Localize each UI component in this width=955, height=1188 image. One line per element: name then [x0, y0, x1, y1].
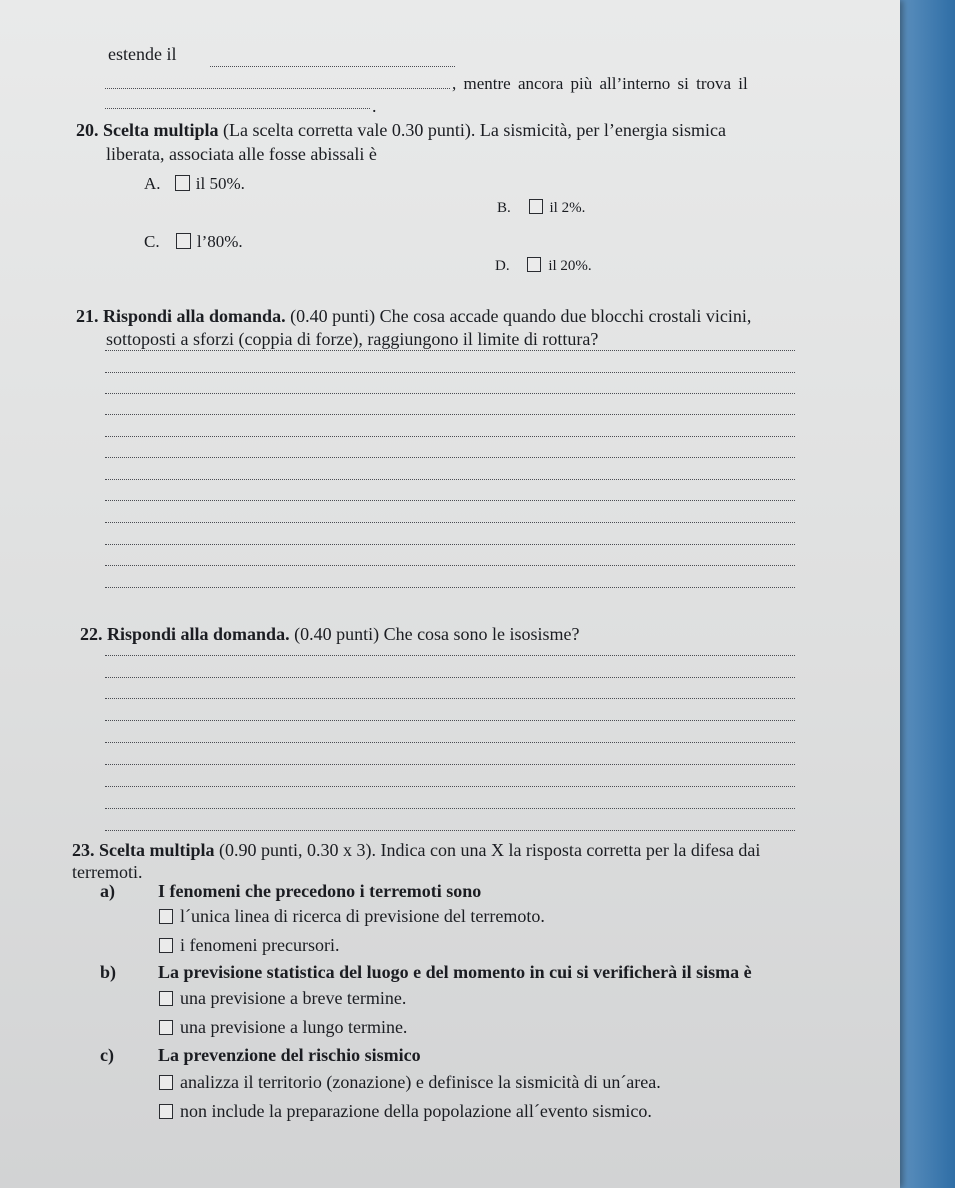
q21-text-2: sottoposti a sforzi (coppia di forze), raggiungono il limite di rottura? — [106, 329, 599, 349]
q21-answer-line[interactable] — [105, 544, 795, 545]
q23-item-b-option-2[interactable] — [159, 1017, 407, 1037]
q23-item-b-title: La previsione statistica del luogo e del momento in cui si verificherà il sisma è — [158, 962, 752, 982]
q21-answer-line[interactable] — [105, 479, 795, 480]
checkbox[interactable] — [176, 233, 191, 249]
q23-text-1: (0.90 punti, 0.30 x 3). Indica con una X la risposta corretta per la difesa dai — [219, 840, 761, 860]
q23-item-a-option-1[interactable] — [159, 906, 545, 926]
option-text: analizza il territorio (zonazione) e definisce la sismicità di un´area. — [180, 1072, 661, 1092]
q23-item-a-letter: a) — [100, 881, 115, 901]
q22-label: 22. Rispondi alla domanda. — [80, 624, 290, 644]
q22-answer-line[interactable] — [105, 786, 795, 787]
q22-answer-line[interactable] — [105, 655, 795, 656]
option-text: l´unica linea di ricerca di previsione del terremoto. — [180, 906, 545, 926]
q21-answer-line[interactable] — [105, 457, 795, 458]
q23-item-c-option-1[interactable] — [159, 1072, 661, 1092]
q19-text-end: . — [372, 96, 377, 116]
q22-answer-line[interactable] — [105, 764, 795, 765]
q22-question — [80, 624, 580, 644]
option-letter: D. — [495, 258, 510, 274]
checkbox[interactable] — [175, 175, 190, 191]
option-text: il 2%. — [549, 200, 586, 216]
q21-text-1: (0.40 punti) Che cosa accade quando due blocchi crostali vicini, — [290, 306, 752, 326]
q21-label: 21. Rispondi alla domanda. — [76, 306, 286, 326]
q22-answer-line[interactable] — [105, 677, 795, 678]
q22-answer-line[interactable] — [105, 830, 795, 831]
option-letter: B. — [497, 200, 511, 216]
q22-answer-line[interactable] — [105, 698, 795, 699]
checkbox[interactable] — [159, 1075, 173, 1090]
q20-text-2: liberata, associata alle fosse abissali è — [106, 144, 377, 164]
q20-option-d[interactable] — [495, 256, 592, 276]
option-text: una previsione a breve termine. — [180, 988, 407, 1008]
q21-answer-line[interactable] — [105, 500, 795, 501]
q23-item-c-title: La prevenzione del rischio sismico — [158, 1045, 421, 1065]
q20-label: 20. Scelta multipla — [76, 120, 219, 140]
q20-question-line-1 — [76, 120, 726, 140]
q23-item-c-option-2[interactable] — [159, 1101, 652, 1121]
q23-item-a-option-2[interactable] — [159, 935, 339, 955]
q21-question-line-1 — [76, 306, 751, 326]
q21-answer-line[interactable] — [105, 414, 795, 415]
checkbox[interactable] — [159, 938, 173, 953]
q21-answer-line[interactable] — [105, 565, 795, 566]
checkbox[interactable] — [529, 199, 543, 214]
q23-item-b-letter: b) — [100, 962, 117, 982]
q22-answer-line[interactable] — [105, 720, 795, 721]
q19-text-start: estende il — [108, 44, 177, 64]
checkbox[interactable] — [159, 991, 173, 1006]
q20-option-a[interactable] — [144, 174, 245, 194]
option-text: una previsione a lungo termine. — [180, 1017, 408, 1037]
q19-text-middle: , mentre ancora più all’interno si trova il — [452, 74, 748, 93]
q23-text-2: terremoti. — [72, 862, 143, 882]
q20-option-b[interactable] — [497, 198, 585, 218]
q23-label: 23. Scelta multipla — [72, 840, 215, 860]
q23-item-a-title: I fenomeni che precedono i terremoti sono — [158, 881, 482, 901]
option-text: il 50%. — [195, 174, 245, 193]
checkbox[interactable] — [159, 1104, 173, 1119]
q19-answer-line-1[interactable] — [210, 66, 455, 67]
q21-answer-line[interactable] — [105, 587, 795, 588]
q22-text: (0.40 punti) Che cosa sono le isosisme? — [294, 624, 580, 644]
option-text: il 20%. — [548, 258, 592, 274]
q23-question-line-1 — [72, 840, 760, 860]
q19-answer-line-3[interactable] — [105, 108, 370, 109]
checkbox[interactable] — [527, 257, 541, 272]
q21-answer-line[interactable] — [105, 393, 795, 394]
option-text: non include la preparazione della popolazione all´evento sismico. — [180, 1101, 652, 1121]
option-letter: A. — [144, 174, 161, 193]
q21-answer-line[interactable] — [105, 522, 795, 523]
q22-answer-line[interactable] — [105, 742, 795, 743]
q20-option-c[interactable] — [144, 232, 243, 252]
option-text: l’80%. — [196, 232, 243, 251]
option-text: i fenomeni precursori. — [180, 935, 340, 955]
q22-answer-line[interactable] — [105, 808, 795, 809]
q20-text-1: (La scelta corretta vale 0.30 punti). La sismicità, per l’energia sismica — [223, 120, 726, 140]
q23-item-b-option-1[interactable] — [159, 988, 406, 1008]
checkbox[interactable] — [159, 909, 173, 924]
option-letter: C. — [144, 232, 160, 251]
q21-answer-line[interactable] — [105, 350, 795, 351]
checkbox[interactable] — [159, 1020, 173, 1035]
q23-item-c-letter: c) — [100, 1045, 114, 1065]
q19-answer-line-2[interactable] — [105, 88, 450, 89]
q21-answer-line[interactable] — [105, 436, 795, 437]
q21-answer-line[interactable] — [105, 372, 795, 373]
